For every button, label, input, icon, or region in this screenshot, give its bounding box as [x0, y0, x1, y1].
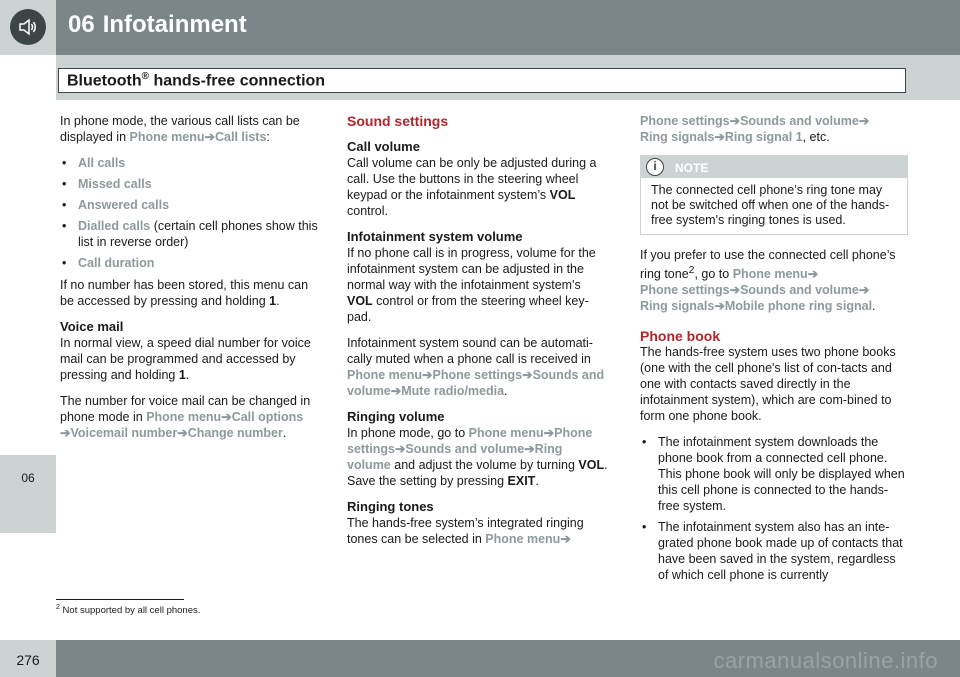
- menu-path-phone-menu: Phone menu: [732, 267, 808, 282]
- phone-book-heading: Phone book: [640, 328, 721, 345]
- text: control.: [347, 204, 388, 218]
- column-1: [60, 113, 322, 451]
- ringing-volume-heading: Ringing volume: [347, 409, 445, 424]
- call-lists-intro: [60, 113, 322, 145]
- infotainment-volume-text: [347, 245, 609, 325]
- chapter-name: Infotainment: [102, 11, 247, 38]
- menu-item-all-calls: All calls: [78, 156, 126, 170]
- vol-control-label: VOL: [549, 188, 576, 202]
- menu-path-phone-menu: Phone menu: [468, 426, 544, 440]
- text: , go to: [694, 267, 733, 282]
- ringing-tones-heading: Ringing tones: [347, 499, 434, 514]
- chapter-tab-label: 06: [21, 471, 35, 485]
- footnote-ref: 2: [688, 265, 695, 276]
- text: The number for voice mail can be changed in phone mode in: [60, 394, 311, 424]
- vol-control-label: VOL: [578, 458, 605, 472]
- menu-path-phone-menu: Phone menu: [129, 130, 205, 144]
- text: (certain cell phones show this list in reverse order): [78, 219, 318, 249]
- section-title: [58, 68, 906, 93]
- menu-item-dialled-calls: Dialled calls: [78, 219, 151, 233]
- call-volume-heading: Call volume: [347, 139, 420, 154]
- chapter-number: 06: [68, 11, 95, 38]
- arrow-icon: ➔: [858, 114, 870, 128]
- speaker-icon: [10, 9, 46, 45]
- arrow-icon: ➔: [560, 532, 571, 546]
- note-body: The connected cell phone’s ring tone may not be switched off when one of the hands-free system's ringing tones is used.: [651, 183, 890, 227]
- text: .: [872, 299, 876, 314]
- key-1: 1: [269, 294, 277, 308]
- footnote-number: 2: [56, 604, 60, 611]
- arrow-icon: ➔: [394, 442, 406, 456]
- arrow-icon: ➔: [714, 299, 725, 314]
- menu-path-phone-settings: Phone settings: [347, 426, 593, 456]
- menu-item-call-duration: Call duration: [78, 256, 155, 270]
- menu-item-missed-calls: Missed calls: [78, 177, 152, 191]
- text: In phone mode, the various call lists can be displayed in: [60, 114, 300, 144]
- list-item: • The infotainment system also has an inte-grated phone book made up of contacts that have been saved in the system, regardless of which cell phone is currently: [640, 519, 908, 583]
- arrow-icon: ➔: [729, 283, 741, 298]
- text: control or from the steering wheel key-pad.: [347, 294, 589, 324]
- sound-settings-heading: Sound settings: [347, 113, 449, 129]
- ringing-tones-text: [347, 515, 609, 547]
- menu-path-phone-menu: Phone menu: [485, 532, 561, 546]
- watermark: carmanualsonline.info: [713, 648, 938, 673]
- sidebar: [0, 55, 56, 640]
- menu-path-mobile-phone-ring-signal: Mobile phone ring signal: [724, 299, 873, 314]
- menu-path-ring-signal-1: Ring signal 1: [724, 130, 803, 144]
- menu-path-sounds-and-volume: Sounds and volume: [740, 114, 859, 128]
- voice-mail-text: [60, 335, 322, 383]
- arrow-icon: ➔: [177, 426, 188, 440]
- list-item: [60, 218, 322, 250]
- menu-path-sounds-and-volume: Sounds and volume: [347, 368, 605, 398]
- menu-path-phone-settings: Phone settings: [640, 114, 730, 128]
- section-title-rest: hands-free connection: [149, 72, 326, 90]
- menu-item-answered-calls: Answered calls: [78, 198, 170, 212]
- text: The hands-free system’s integrated ringing tones can be selected in: [347, 516, 584, 546]
- menu-path-call-options: Call options: [231, 410, 304, 424]
- voice-mail-change-text: [60, 393, 322, 441]
- list-item: [60, 255, 322, 271]
- menu-path-change-number: Change number: [187, 426, 283, 440]
- menu-path-sounds-and-volume: Sounds and volume: [740, 283, 859, 298]
- infotainment-volume-heading: Infotainment system volume: [347, 229, 523, 244]
- text: .: [504, 384, 508, 398]
- info-icon: i: [646, 158, 664, 176]
- note-title: NOTE: [675, 161, 709, 175]
- column-3: [640, 113, 908, 589]
- menu-path-ring-signals: Ring signals: [640, 130, 715, 144]
- chapter-tab: [0, 455, 56, 533]
- page-number: 276: [16, 652, 40, 668]
- text: If you prefer to use the connected cell phone’s ring tone: [640, 248, 896, 282]
- phone-book-list: [640, 434, 908, 583]
- text: Infotainment system sound can be automati-cally muted when a phone call is received in: [347, 336, 593, 366]
- page-number-box: [0, 640, 56, 677]
- arrow-icon: ➔: [729, 114, 741, 128]
- list-item: [60, 197, 322, 213]
- text: In phone mode, go to: [347, 426, 469, 440]
- vol-control-label: VOL: [347, 294, 373, 308]
- text: If no number has been stored, this menu can be accessed by pressing and holding: [60, 278, 309, 308]
- note-box: [640, 155, 908, 235]
- arrow-icon: ➔: [714, 130, 725, 144]
- text: .: [535, 474, 539, 488]
- voice-mail-heading: Voice mail: [60, 319, 124, 334]
- menu-path-phone-settings: Phone settings: [432, 368, 523, 382]
- arrow-icon: ➔: [204, 130, 215, 144]
- call-volume-text: [347, 155, 609, 219]
- mute-text: [347, 335, 609, 399]
- footnote-rule: [56, 599, 184, 600]
- arrow-icon: ➔: [390, 384, 402, 398]
- phone-ring-tone-text: [640, 247, 908, 314]
- menu-path-voicemail-number: Voicemail number: [70, 426, 178, 440]
- menu-path-phone-menu: Phone menu: [347, 368, 423, 382]
- text: .: [276, 294, 280, 308]
- footnote: [56, 604, 200, 616]
- note-header: [641, 156, 907, 178]
- text: and adjust the volume by turning: [390, 458, 579, 472]
- text: If no phone call is in progress, volume for the infotainment system can be adjusted in the normal way with the infotainment system's: [347, 246, 596, 292]
- phone-book-text: The hands-free system uses two phone books (one with the cell phone's list of con-tacts and one with contacts saved directly in the infotainment system), which are com-bined to form one phone book.: [640, 345, 896, 424]
- footnote-text: Not supported by all cell phones.: [59, 605, 201, 617]
- speaker-icon-box: [0, 0, 56, 55]
- arrow-icon: ➔: [524, 442, 535, 456]
- arrow-icon: ➔: [858, 283, 870, 298]
- text: In normal view, a speed dial number for voice mail can be programmed and accessed by pressing and holding: [60, 336, 311, 382]
- text: .: [282, 426, 287, 440]
- menu-path-sounds-and-volume: Sounds and volume: [405, 442, 525, 456]
- column-2: [347, 113, 609, 557]
- exit-button-label: EXIT: [507, 474, 536, 488]
- chapter-title: [68, 11, 247, 39]
- registered-mark: ®: [141, 71, 150, 82]
- arrow-icon: ➔: [60, 426, 71, 440]
- menu-path-ring-volume: Ring volume: [347, 442, 563, 472]
- arrow-icon: ➔: [522, 368, 533, 382]
- section-title-text: Bluetooth: [67, 72, 142, 90]
- arrow-icon: ➔: [422, 368, 433, 382]
- key-1: 1: [178, 368, 186, 382]
- menu-path-phone-settings: Phone settings: [640, 283, 730, 298]
- text: . Save the setting by pressing: [347, 458, 608, 488]
- text: :: [266, 130, 270, 144]
- arrow-icon: ➔: [807, 267, 819, 282]
- list-item: [60, 155, 322, 171]
- list-item: • The infotainment system downloads the phone book from a connected cell phone. This phone book will only be displayed when this cell phone is connected to the hands-free system.: [640, 434, 908, 514]
- text: .: [185, 368, 190, 382]
- call-lists-list: [60, 155, 322, 271]
- arrow-icon: ➔: [221, 410, 232, 424]
- ringing-volume-text: [347, 425, 609, 489]
- menu-path-ring-signals: Ring signals: [640, 299, 715, 314]
- ringing-tones-continued: [640, 113, 908, 145]
- text: , etc.: [802, 130, 830, 144]
- no-number-text: [60, 277, 322, 309]
- menu-path-call-lists: Call lists: [215, 130, 267, 144]
- arrow-icon: ➔: [543, 426, 555, 440]
- menu-path-phone-menu: Phone menu: [146, 410, 222, 424]
- menu-path-mute-radio-media: Mute radio/media: [401, 384, 505, 398]
- list-item: [60, 176, 322, 192]
- text: Call volume can be only be adjusted during a call. Use the buttons in the steering wheel keypad or the infotainment system’s: [347, 156, 597, 202]
